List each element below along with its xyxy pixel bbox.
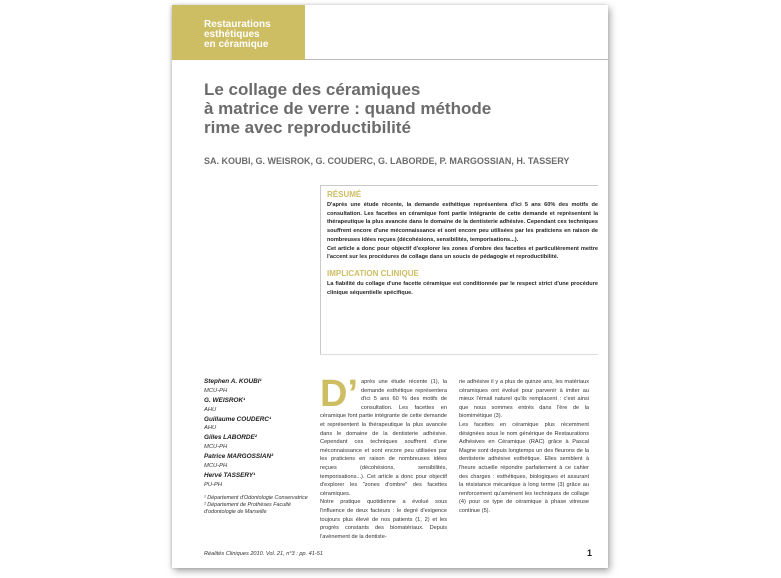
resume-text: D'après une étude récente, la demande esthétique représentera d'ici 5 ans 60% des motifs de consultation. Les facettes en céramique font partie intégrante de cette demande et représentent la thérapeutique la plus avancée dans le domaine de la dentisterie adhésive. Cependant ces techniques souffrent encore d'une méconnaissance et sont encore peu utilisées par les praticiens en raison de nombreuses idées reçues (décohésions, sensibilités, temporisations...). bbox=[327, 202, 598, 243]
journal-reference: Réalités Cliniques 2010. Vol. 21, n°3 : pp. 41-51 bbox=[204, 551, 323, 557]
drop-cap: D’ bbox=[320, 378, 358, 415]
page-footer bbox=[204, 548, 594, 562]
affiliations-column bbox=[204, 378, 316, 516]
author-entry bbox=[204, 378, 316, 395]
header-rule bbox=[305, 5, 608, 60]
author-entry bbox=[204, 416, 316, 433]
affiliation-note-2: ² Département de Prothèses Faculté d'odontologie de Marseille bbox=[204, 501, 291, 515]
author-entry bbox=[204, 453, 316, 470]
body-paragraph: Notre pratique quotidienne a évolué sous l'influence de deux facteurs : le degré d'exigence toujours plus élevé de nos patients (1, 2) et les progrès constants des biomatériaux. Depuis l'avènement de la dentiste- bbox=[320, 499, 447, 540]
page-number: 1 bbox=[586, 548, 592, 558]
article-title: Le collage des céramiques à matrice de verre : quand méthode rime avec reproductibilité bbox=[204, 80, 492, 137]
author-role: MCU-PH bbox=[204, 387, 228, 394]
body-column-1 bbox=[320, 378, 447, 560]
body-column-2 bbox=[459, 378, 589, 560]
author-name: Hervé TASSERY¹ bbox=[204, 471, 256, 479]
author-name: Gilles LABORDE² bbox=[204, 434, 257, 442]
affiliation-note-1: ¹ Département d'Odontologie Conservatrice bbox=[204, 494, 308, 501]
author-name: Stephen A. KOUBI¹ bbox=[204, 378, 262, 385]
body-paragraph: rie adhésive il y a plus de quinze ans, les matériaux céramiques ont évolué pour parvenir à imiter au mieux l'émail naturel qu'ils remplacent : c'est ainsi que nous sommes entrés dans l'ère de la biomimétique (3). bbox=[459, 379, 589, 420]
resume-heading: RÉSUMÉ bbox=[327, 190, 362, 199]
implication-heading: IMPLICATION CLINIQUE bbox=[327, 268, 419, 278]
implication-text: La fiabilité du collage d'une facette céramique est conditionnée par le respect strict d'une procédure clinique séquentielle spécifique. bbox=[327, 280, 598, 296]
abstract-box bbox=[320, 185, 598, 355]
body-paragraph: après une étude récente (1), la demande esthétique représentera d'ici 5 ans 60 % des motifs de consultation. Les facettes en céramique font partie intégrante de cette demande et représentent la thérapeutique la plus avancée dans le domaine de la dentisterie adhésive. Cependant ces techniques souffrent d'une méconnaissance et sont encore peu utilisées par les praticiens en raison de nombreuses idées reçues (décohésions, sensibilités, temporisations...). Cet article a donc pour objectif d'explorer les "zones d'ombre" des facettes céramiques. bbox=[320, 379, 447, 497]
resume-text-2: Cet article a donc pour objectif d'explorer les zones d'ombre des facettes et particulièrement mettre l'accent sur les procédures de collage dans un soucis de pédagogie et reproductibilité. bbox=[327, 245, 598, 261]
author-role: PU-PH bbox=[204, 481, 223, 488]
article-page bbox=[172, 5, 608, 568]
author-entry bbox=[204, 472, 316, 489]
affiliation-notes bbox=[204, 495, 316, 516]
author-role: AHU bbox=[204, 425, 217, 432]
author-role: MCU-PH bbox=[204, 462, 228, 469]
author-role: MCU-PH bbox=[204, 444, 228, 451]
body-paragraph: Les facettes en céramique plus récemment désignées sous le nom générique de Restaurations Adhésives en Céramique (RAC) grâce à Pascal Magne sont depuis longtemps un des fleurons de la dentisterie adhésive esthétique. Elles semblent à l'heure actuelle répondre parfaitement à ce cahier des charges : esthétiques, biologiques et assurant la résistance mécanique à long terme (3) grâce au renforcement qu'amènent les techniques de collage (4) pour ce type de céramique à phase vitreuse continue (5). bbox=[459, 421, 589, 514]
author-entry bbox=[204, 397, 316, 414]
author-name: Guillaume COUDERC¹ bbox=[204, 415, 272, 423]
author-name: Patrice MARGOSSIAN² bbox=[204, 453, 274, 461]
section-tag-box bbox=[172, 5, 305, 60]
author-role: AHU bbox=[204, 406, 217, 413]
author-name: G. WEISROK¹ bbox=[204, 396, 246, 404]
author-list: SA. KOUBI, G. WEISROK, G. COUDERC, G. LABORDE, P. MARGOSSIAN, H. TASSERY bbox=[204, 156, 570, 166]
section-tag: Restaurations esthétiques en céramique bbox=[204, 19, 271, 50]
author-entry bbox=[204, 434, 316, 451]
